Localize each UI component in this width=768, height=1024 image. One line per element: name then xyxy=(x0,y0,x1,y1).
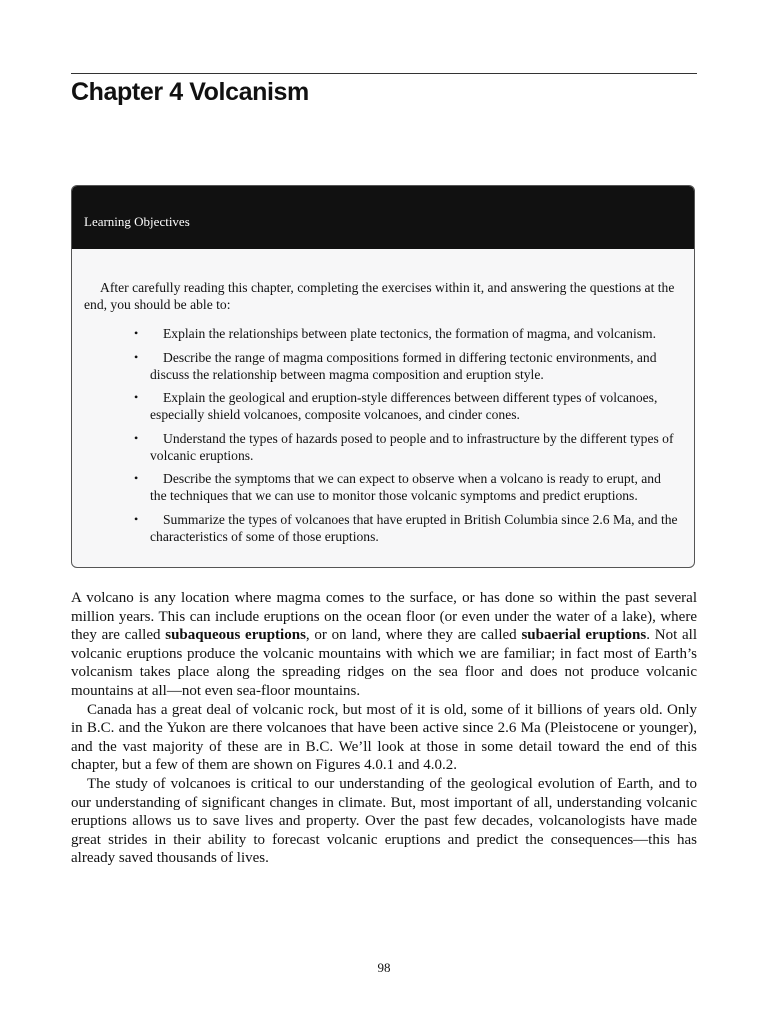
objective-text: Describe the range of magma compositions formed in differing tectonic environments, and discuss the relationship between magma composition and eruption style. xyxy=(150,349,657,382)
body-text xyxy=(71,589,697,868)
objective-item xyxy=(134,389,680,423)
bullet-icon: • xyxy=(134,511,139,526)
bullet-icon: • xyxy=(134,430,139,445)
objective-text: Understand the types of hazards posed to people and to infrastructure by the different types of volcanic eruptions. xyxy=(150,430,674,463)
objective-item xyxy=(134,430,680,464)
bullet-icon: • xyxy=(134,390,139,404)
learning-objectives-intro: After carefully reading this chapter, completing the exercises within it, and answering the questions at the end, you should be able to: xyxy=(84,280,675,312)
objective-text: Describe the symptoms that we can expect to observe when a volcano is ready to erupt, and the techniques that we can use to monitor those volcanic symptoms and predict eruptions. xyxy=(150,471,661,503)
bullet-icon: • xyxy=(134,349,139,364)
learning-objectives-heading: Learning Objectives xyxy=(72,186,694,249)
paragraph-text: A volcano is any location where magma comes to the surface, or has done so within the past several million years. This can include eruptions on the ocean floor (or even under the water of a lake), where they are called xyxy=(71,590,697,644)
page-number: 98 xyxy=(377,960,391,975)
objective-text: Explain the geological and eruption-style differences between different types of volcanoes, especially shield volcanoes, composite volcanoes, and cinder cones. xyxy=(150,390,658,422)
learning-objectives-list xyxy=(134,325,680,545)
term-subaqueous-eruptions: subaqueous eruptions xyxy=(165,627,306,644)
objective-item xyxy=(134,349,680,383)
objective-item xyxy=(134,470,680,504)
objective-item xyxy=(134,325,680,342)
paragraph-1 xyxy=(71,589,697,701)
objective-text: Explain the relationships between plate tectonics, the formation of magma, and volcanism. xyxy=(163,326,657,341)
paragraph-text: . Not all volcanic eruptions produce the volcanic mountains with which we are familiar; in fact most of Earth’s volcanism takes place along the spreading ridges on the sea floor and does not produce volcanic mountains at all—not even sea-floor mountains. xyxy=(71,627,697,699)
paragraph-text: , or on land, where they are called xyxy=(305,627,522,644)
header-rule xyxy=(71,73,697,74)
bullet-icon: • xyxy=(134,471,139,485)
paragraph-3: The study of volcanoes is critical to our understanding of the geological evolution of Earth, and to our understanding of significant changes in climate. But, most important of all, understanding volcanic eruptions allows us to save lives and property. Over the past few decades, volcanologists have made great strides in their ability to forecast volcanic eruptions and predict the consequences—this has already saved thousands of lives. xyxy=(71,775,697,867)
paragraph-2: Canada has a great deal of volcanic rock, but most of it is old, some of it billions of years old. Only in B.C. and the Yukon are there volcanoes that have been active since 2.6 Ma (Pleistocene or younger), and the vast majority of these are in B.C. We’ll look at those in some detail toward the end of this chapter, but a few of them are shown on Figures 4.0.1 and 4.0.2. xyxy=(71,701,697,774)
bullet-icon: • xyxy=(134,326,139,340)
objective-text: Summarize the types of volcanoes that have erupted in British Columbia since 2.6 Ma, and the characteristics of some of those eruptions. xyxy=(150,511,678,544)
chapter-title: Chapter 4 Volcanism xyxy=(71,78,309,106)
objective-item xyxy=(134,511,680,545)
learning-objectives-box xyxy=(71,185,695,568)
term-subaerial-eruptions: subaerial eruptions xyxy=(521,627,647,644)
